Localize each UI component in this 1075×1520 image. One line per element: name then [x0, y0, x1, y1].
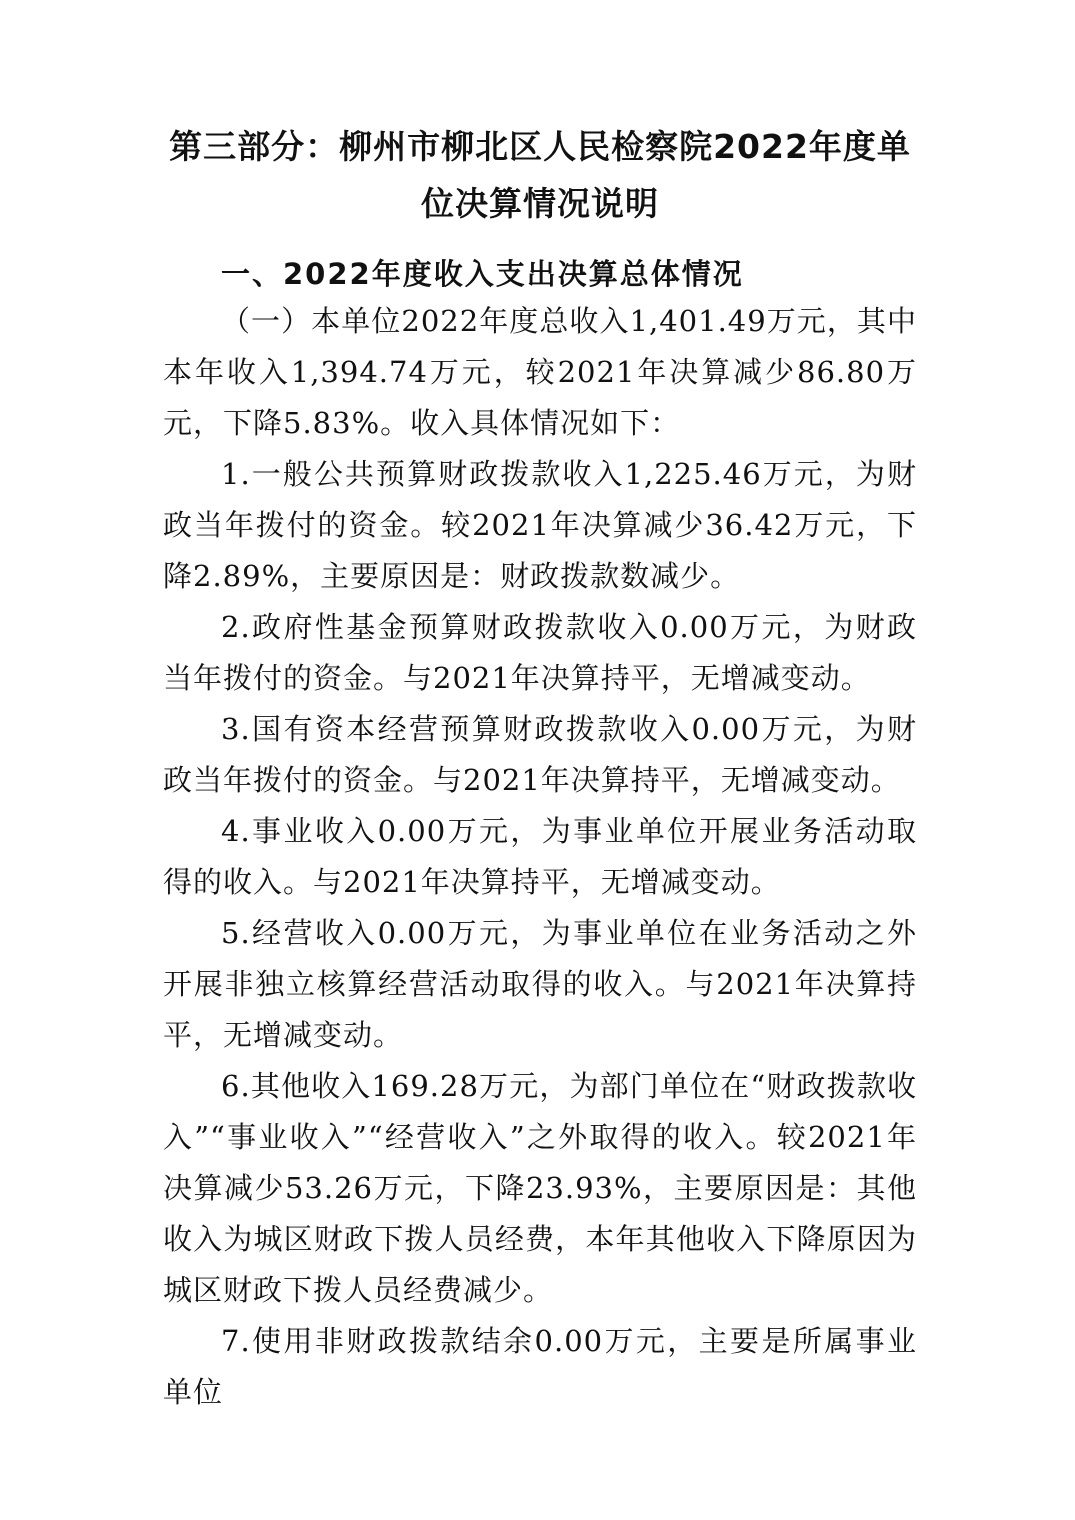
section-heading: 一、2022年度收入支出决算总体情况	[221, 257, 744, 291]
body-paragraph: 5.经营收入0.00万元，为事业单位在业务活动之外开展非独立核算经营活动取得的收入。与2021年决算持平，无增减变动。	[163, 916, 917, 1052]
body-paragraph: 4.事业收入0.00万元，为事业单位开展业务活动取得的收入。与2021年决算持平，无增减变动。	[163, 814, 917, 899]
body-paragraph: 2.政府性基金预算财政拨款收入0.00万元，为财政当年拨付的资金。与2021年决算持平，无增减变动。	[163, 610, 917, 695]
body-paragraph: 1.一般公共预算财政拨款收入1,225.46万元，为财政当年拨付的资金。较2021年决算减少36.42万元，下降2.89%，主要原因是：财政拨款数减少。	[163, 457, 917, 593]
body-paragraph: 6.其他收入169.28万元，为部门单位在“财政拨款收入”“事业收入”“经营收入”之外取得的收入。较2021年决算减少53.26万元，下降23.93%，主要原因是：其他收入为城区财政下拨人员经费，本年其他收入下降原因为城区财政下拨人员经费减少。	[163, 1069, 917, 1307]
body-paragraph: 7.使用非财政拨款结余0.00万元，主要是所属事业单位	[163, 1324, 917, 1409]
document-title: 第三部分：柳州市柳北区人民检察院2022年度单位决算情况说明	[169, 127, 911, 223]
body-paragraph: （一）本单位2022年度总收入1,401.49万元，其中本年收入1,394.74万元，较2021年决算减少86.80万元，下降5.83%。收入具体情况如下：	[163, 304, 917, 440]
document-body	[163, 296, 917, 1418]
body-paragraph: 3.国有资本经营预算财政拨款收入0.00万元，为财政当年拨付的资金。与2021年决算持平，无增减变动。	[163, 712, 917, 797]
